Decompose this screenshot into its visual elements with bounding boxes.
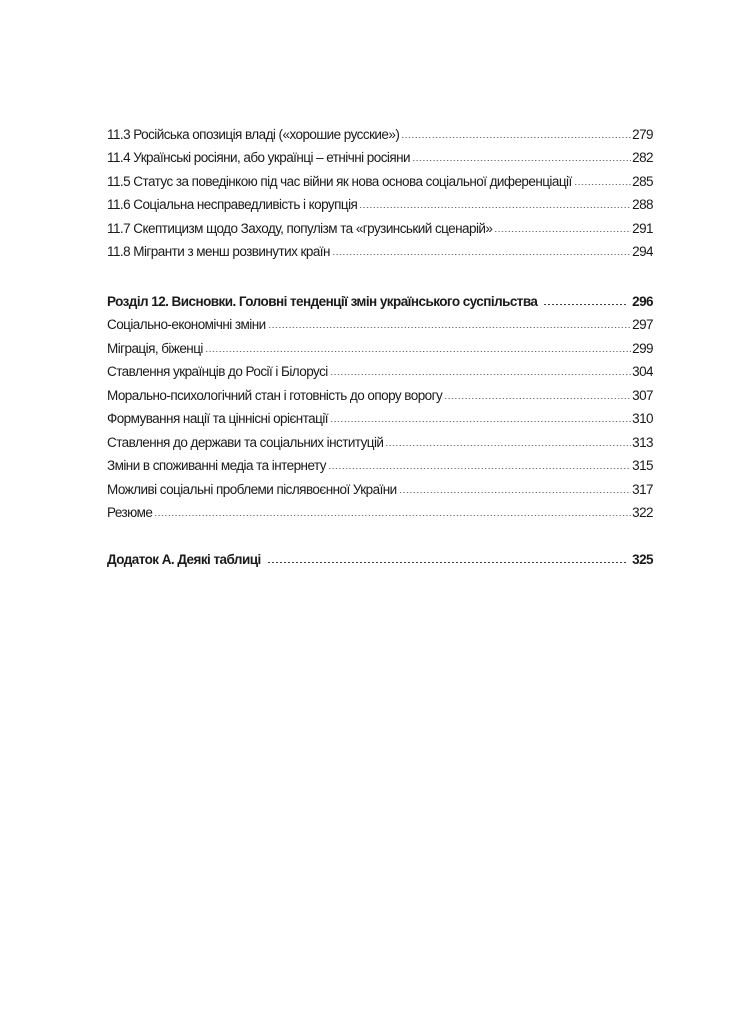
dot-leader — [543, 304, 628, 305]
toc-title: Формування нації та ціннісні орієнтації — [107, 411, 328, 426]
toc-title: Розділ 12. Висновки. Головні тенденції змін українського суспільства — [107, 293, 538, 309]
dot-leader — [399, 492, 631, 493]
toc-page: 310 — [632, 411, 653, 426]
dot-leader — [267, 562, 628, 563]
toc-entry[interactable] — [107, 356, 653, 380]
toc-entry[interactable] — [107, 236, 653, 260]
toc-page: 288 — [632, 197, 653, 212]
toc-title: Зміни в споживанні медіа та інтернету — [107, 458, 326, 473]
dot-leader — [401, 137, 631, 138]
toc-entry[interactable] — [107, 473, 653, 497]
toc-title: 11.5 Статус за поведінкою під час війни як нова основа соціальної диференціації — [107, 173, 572, 189]
toc-title: 11.7 Скептицизм щодо Заходу, популізм та «грузинський сценарій» — [107, 220, 493, 236]
toc-title: Додаток А. Деякі таблиці — [107, 551, 261, 567]
toc-page: 307 — [632, 387, 653, 403]
dot-leader — [154, 515, 631, 516]
toc-page: 282 — [632, 150, 653, 165]
toc-entry[interactable] — [107, 165, 653, 189]
dot-leader — [412, 160, 631, 161]
toc-page: 313 — [632, 434, 653, 450]
toc-title: 11.8 Мігранти з менш розвинутих країн — [107, 244, 330, 259]
toc-page: 317 — [632, 481, 653, 497]
toc-entry[interactable] — [107, 212, 653, 236]
toc-title: Можливі соціальні проблеми післявоєнної України — [107, 481, 397, 497]
toc-entry[interactable] — [107, 309, 653, 333]
dot-leader — [332, 254, 631, 255]
toc-page: 291 — [632, 220, 653, 236]
toc-title: Резюме — [107, 505, 153, 520]
dot-leader — [268, 327, 632, 328]
toc-page: 296 — [632, 293, 653, 309]
toc-page: 315 — [632, 458, 653, 473]
dot-leader — [205, 351, 631, 352]
toc-title: Морально-психологічний стан і готовність до опору ворогу — [107, 387, 443, 403]
toc-page: 285 — [632, 173, 653, 189]
dot-leader — [328, 468, 631, 469]
dot-leader — [494, 231, 631, 232]
toc-page: 325 — [632, 551, 653, 567]
toc-title: Міграція, біженці — [107, 340, 203, 356]
dot-leader — [574, 184, 631, 185]
toc-page: 304 — [632, 364, 653, 379]
dot-leader — [330, 374, 631, 375]
toc-entry[interactable] — [107, 118, 653, 142]
dot-leader — [385, 445, 631, 446]
table-of-contents — [107, 118, 653, 567]
toc-entry[interactable] — [107, 403, 653, 427]
toc-entry[interactable] — [107, 332, 653, 356]
toc-entry[interactable] — [107, 426, 653, 450]
toc-page: 299 — [632, 340, 653, 356]
toc-chapter-12[interactable] — [107, 285, 653, 309]
toc-title: 11.3 Російська опозиція владі («хорошие русские») — [107, 126, 400, 142]
toc-entry[interactable] — [107, 379, 653, 403]
toc-page: 322 — [632, 505, 653, 520]
toc-entry[interactable] — [107, 142, 653, 166]
toc-title: 11.4 Українські росіяни, або українці – етнічні росіяни — [107, 150, 411, 165]
dot-leader — [330, 421, 631, 422]
toc-page: 294 — [632, 244, 653, 259]
toc-entry[interactable] — [107, 450, 653, 474]
toc-entry[interactable] — [107, 189, 653, 213]
toc-title: Соціально-економічні зміни — [107, 317, 266, 332]
toc-title: Ставлення до держави та соціальних інституцій — [107, 434, 384, 450]
dot-leader — [359, 207, 631, 208]
toc-title: Ставлення українців до Росії і Білорусі — [107, 364, 328, 379]
dot-leader — [444, 398, 631, 399]
toc-page: 279 — [632, 126, 653, 142]
toc-title: 11.6 Соціальна несправедливість і корупція — [107, 197, 358, 212]
toc-entry[interactable] — [107, 497, 653, 521]
toc-page: 297 — [632, 317, 653, 332]
toc-appendix-a[interactable] — [107, 543, 653, 567]
